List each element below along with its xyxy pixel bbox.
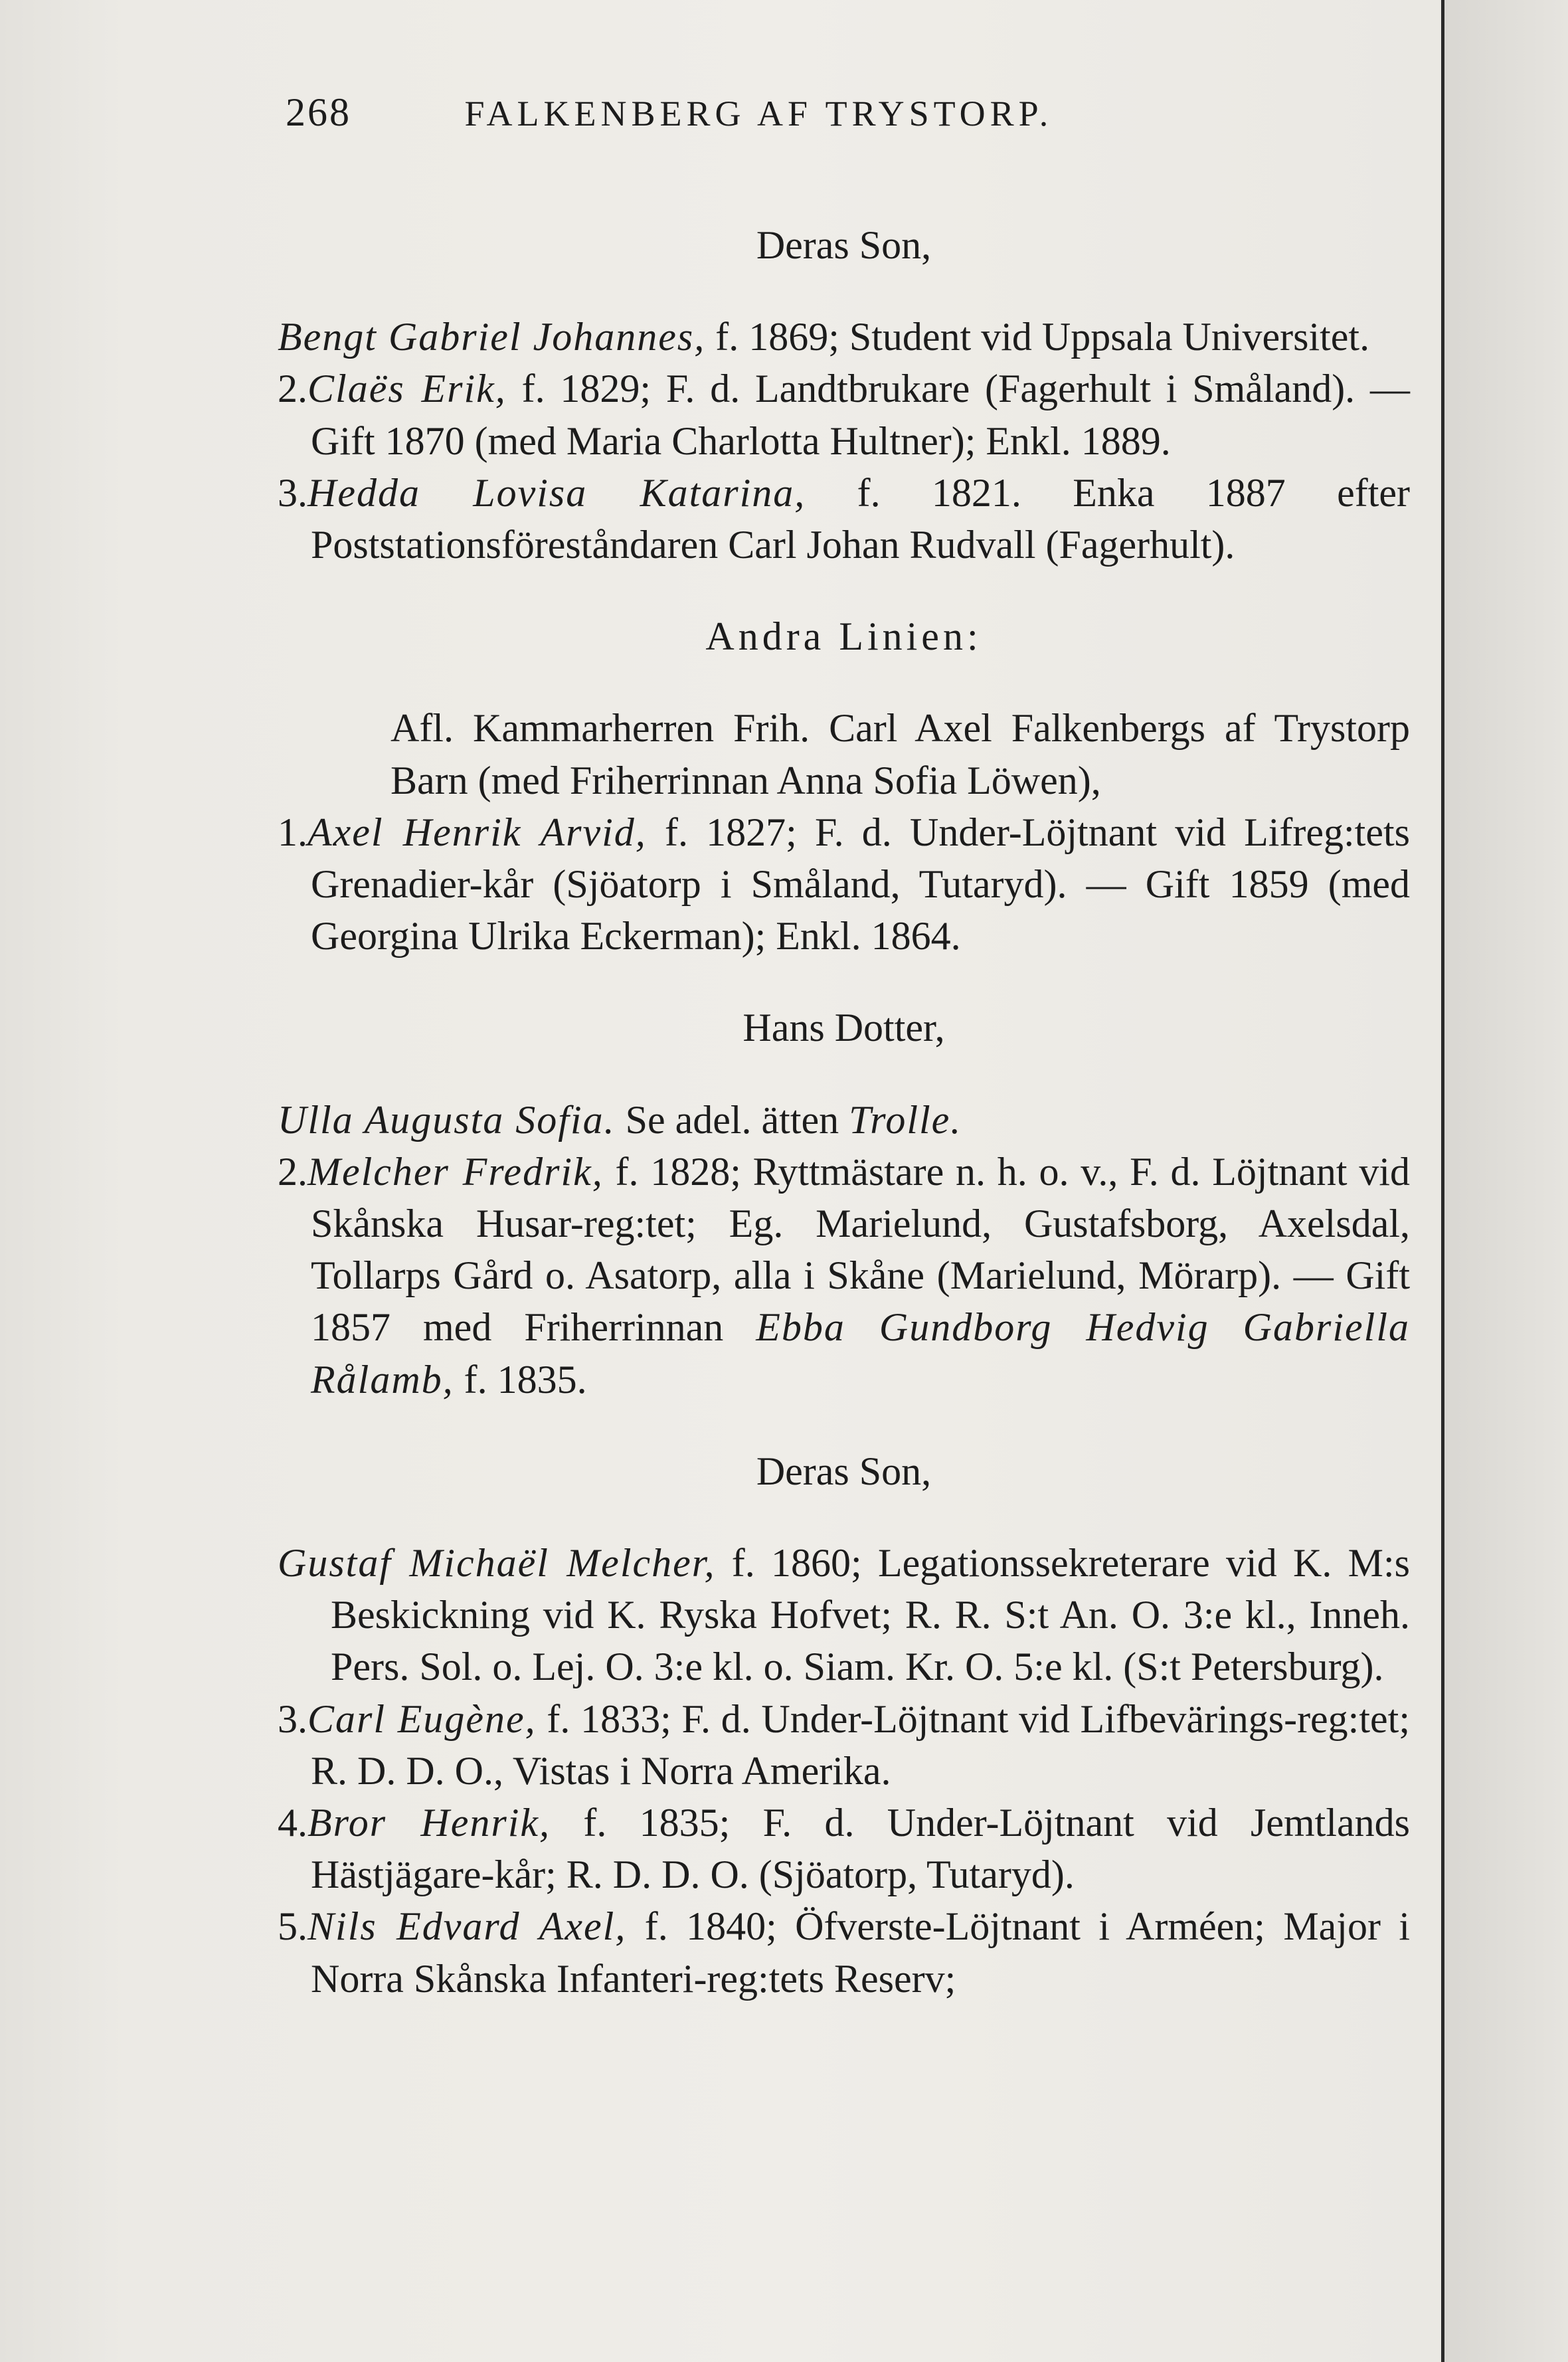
entry-nils — [278, 1900, 1410, 2004]
entry-number: 5. — [278, 1904, 307, 1949]
entry-text: f. 1833; F. d. Under-Löjtnant vid Lifbevärings-reg:tet; R. D. D. O., Vistas i Norra Amerika. — [311, 1696, 1410, 1793]
entry-ulla — [278, 1094, 1410, 1146]
person-name: Bror Henrik, — [307, 1801, 551, 1845]
page-gutter-line — [1441, 0, 1444, 2362]
entry-claes — [278, 363, 1410, 466]
entry-number: 4. — [278, 1801, 307, 1845]
person-name: Melcher Fredrik, — [307, 1149, 604, 1194]
person-name: Claës Erik, — [307, 367, 507, 411]
person-name: Carl Eugène, — [307, 1696, 537, 1741]
entry-hedda — [278, 467, 1410, 571]
entry-number: 3. — [278, 470, 307, 515]
entry-text: f. 1827; F. d. Under-Löjtnant vid Lifreg:tets Grenadier-kår (Sjöatorp i Småland, Tutaryd). — Gift 1859 (med Georgina Ulrika Eckerman); Enkl. 1864. — [311, 810, 1410, 958]
spouse-name: Ebba Gundborg Hedvig Gabriella Rålamb, — [311, 1305, 1410, 1402]
person-name: Ulla Augusta Sofia. — [278, 1097, 616, 1142]
entry-bengt — [278, 311, 1410, 363]
line-introduction: Afl. Kammarherren Frih. Carl Axel Falkenbergs af Trystorp Barn (med Friherrinnan Anna Sofia Löwen), — [391, 706, 1410, 802]
entry-text: f. 1828; Ryttmästare n. h. o. v., F. d. Löjtnant vid Skånska Husar-reg:tet; Eg. Marielund, Gustafsborg, Axelsdal, Tollarps Gård o. Asatorp, alla i Skåne (Marielund, Mörarp). — Gift 1857 med Friherrinnan — [311, 1149, 1410, 1350]
section-heading-andra-linien: Andra Linien: — [705, 614, 982, 659]
person-name: Gustaf Michaël Melcher, — [278, 1541, 716, 1586]
entry-text: f. 1860; Legationssekreterare vid K. M:s Beskickning vid K. Ryska Hofvet; R. R. S:t An. O. 3:e kl., Inneh. Pers. Sol. o. Lej. O. 3:e kl. o. Siam. Kr. O. 5:e kl. (S:t Petersburg). — [331, 1541, 1410, 1689]
person-name: Hedda Lovisa Katarina, — [307, 470, 806, 515]
entry-number: 3. — [278, 1696, 307, 1741]
entry-text: f. 1840; Öfverste-Löjtnant i Arméen; Major i Norra Skånska Infanteri-reg:tets Reserv; — [311, 1904, 1410, 2001]
entry-number: 1. — [278, 810, 307, 854]
page-number: 268 — [286, 90, 351, 134]
entry-text: Se adel. ätten — [615, 1097, 849, 1142]
page-edge-shade — [1444, 0, 1568, 2362]
entry-text: f. 1821. Enka 1887 efter Poststationsföreståndaren Carl Johan Rudvall (Fagerhult). — [311, 470, 1410, 567]
entry-melcher — [278, 1146, 1410, 1406]
genealogy-text — [278, 179, 1410, 2005]
section-heading-daughter: Hans Dotter, — [742, 1006, 945, 1050]
section-heading-sons: Deras Son, — [756, 223, 932, 267]
entry-axel — [278, 806, 1410, 962]
family-name: Trolle. — [849, 1097, 962, 1142]
entry-text: f. 1869; Student vid Uppsala Universitet. — [705, 315, 1370, 359]
entry-text: f. 1829; F. d. Landtbrukare (Fagerhult i Småland). — Gift 1870 (med Maria Charlotta Hultner); Enkl. 1889. — [311, 367, 1410, 463]
entry-text: f. 1835. — [454, 1357, 587, 1402]
person-name: Nils Edvard Axel, — [307, 1904, 627, 1949]
person-name: Axel Henrik Arvid, — [307, 810, 647, 854]
entry-bror — [278, 1797, 1410, 1900]
section-heading-son: Deras Son, — [756, 1449, 932, 1493]
running-header — [286, 90, 1481, 136]
person-name: Bengt Gabriel Johannes, — [278, 315, 706, 359]
running-title: FALKENBERG AF TRYSTORP. — [464, 94, 1053, 134]
entry-gustaf — [278, 1537, 1410, 1693]
entry-number: 2. — [278, 1149, 307, 1194]
entry-carl — [278, 1693, 1410, 1797]
entry-number: 2. — [278, 367, 307, 411]
entry-text: f. 1835; F. d. Under-Löjtnant vid Jemtlands Hästjägare-kår; R. D. D. O. (Sjöatorp, Tutaryd). — [311, 1801, 1411, 1897]
